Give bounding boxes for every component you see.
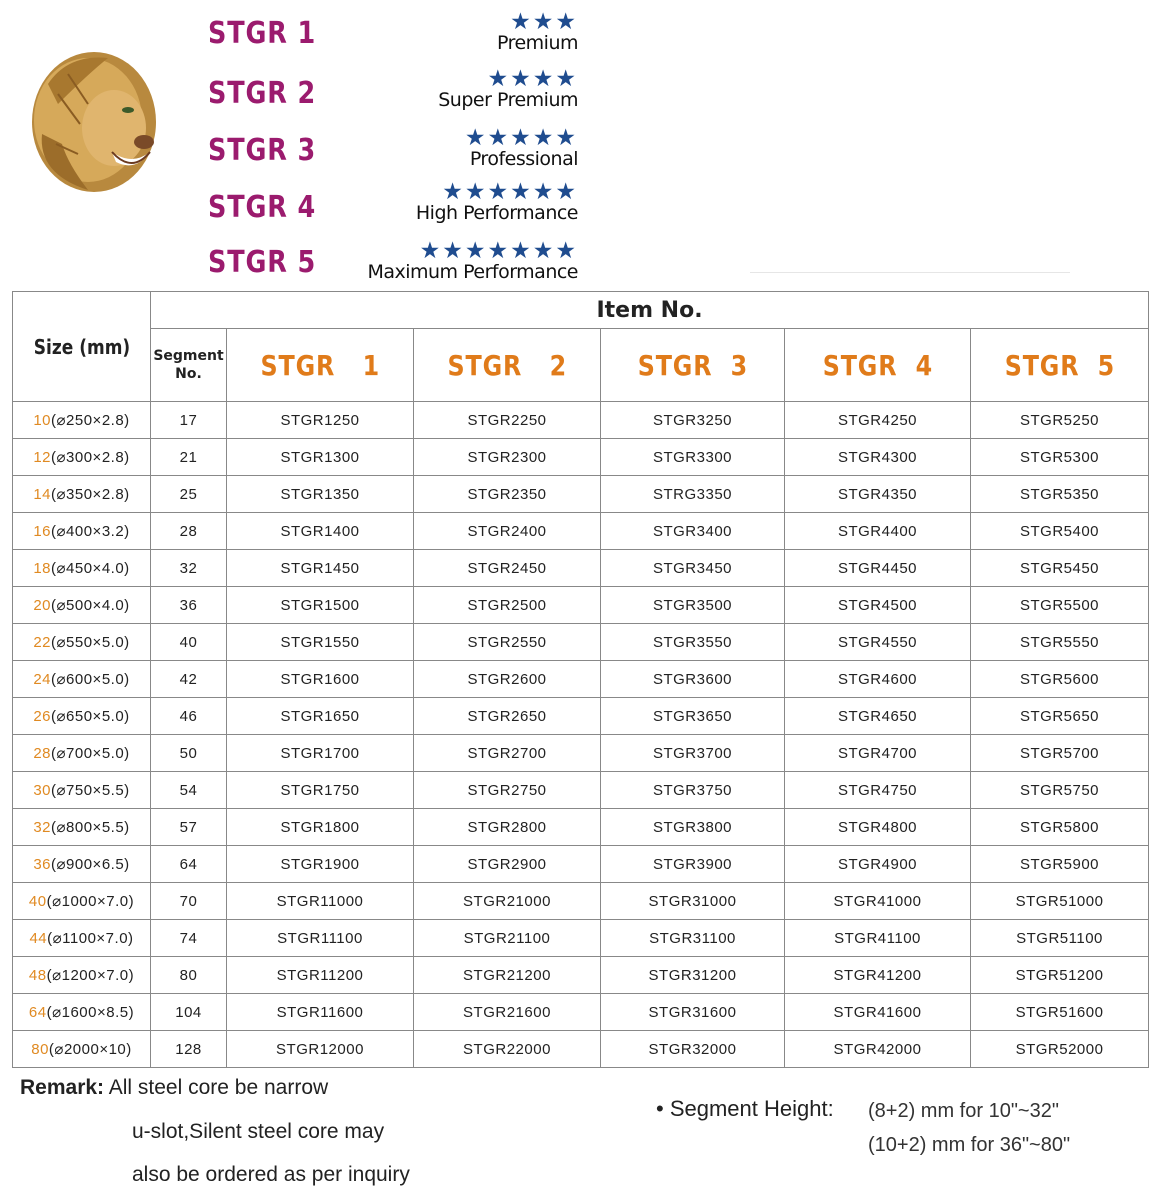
- grade-code-3: STGR 3: [208, 133, 317, 168]
- remark-label: Remark:: [20, 1076, 105, 1099]
- size-dimension: (⌀700×5.0): [51, 745, 130, 762]
- size-cell: [13, 402, 151, 439]
- item-no-cell: STGR3750: [601, 772, 785, 809]
- item-no-cell: STGR4800: [785, 809, 971, 846]
- grade-rating-4: [416, 180, 578, 224]
- size-cell: [13, 846, 151, 883]
- item-no-cell: STGR3650: [601, 698, 785, 735]
- size-dimension: (⌀450×4.0): [51, 560, 130, 577]
- size-dimension: (⌀250×2.8): [51, 412, 130, 429]
- item-no-cell: STGR1800: [227, 809, 414, 846]
- size-dimension: (⌀1100×7.0): [47, 930, 134, 947]
- item-no-cell: STGR21100: [414, 920, 601, 957]
- grade-header-5: [971, 329, 1149, 402]
- item-no-cell: STGR4750: [785, 772, 971, 809]
- lion-head-icon: [28, 44, 168, 194]
- item-no-header: Item No.: [151, 292, 1149, 329]
- item-no-cell: STGR3550: [601, 624, 785, 661]
- item-no-cell: STGR4450: [785, 550, 971, 587]
- size-dimension: (⌀1600×8.5): [46, 1004, 135, 1021]
- divider: [750, 272, 1070, 273]
- grade-label-1: Premium: [496, 32, 578, 54]
- table-row: [13, 476, 1149, 513]
- size-inch: 48: [28, 967, 47, 984]
- size-cell: [13, 772, 151, 809]
- size-inch: 18: [33, 560, 51, 577]
- size-inch: 16: [33, 523, 51, 540]
- item-no-cell: STGR4650: [785, 698, 971, 735]
- table-row: [13, 698, 1149, 735]
- grade-header-4: [785, 329, 971, 402]
- size-inch: 44: [29, 930, 48, 947]
- item-no-cell: STGR32000: [601, 1031, 785, 1068]
- item-no-cell: STGR2250: [414, 402, 601, 439]
- size-dimension: (⌀800×5.5): [51, 819, 130, 836]
- size-cell: [13, 994, 151, 1031]
- size-inch: 14: [33, 486, 51, 503]
- size-dimension: (⌀400×3.2): [51, 523, 130, 540]
- item-no-cell: STGR21000: [414, 883, 601, 920]
- segment-count: 21: [151, 439, 227, 476]
- item-no-cell: STGR1900: [227, 846, 414, 883]
- remark-line-3: also be ordered as per inquiry: [132, 1163, 410, 1186]
- item-no-cell: STGR4400: [785, 513, 971, 550]
- item-no-cell: STGR2450: [414, 550, 601, 587]
- item-no-cell: STGR2700: [414, 735, 601, 772]
- size-inch: 28: [33, 745, 51, 762]
- item-no-cell: STGR21200: [414, 957, 601, 994]
- grade-rating-3: [465, 126, 578, 170]
- size-cell: [13, 661, 151, 698]
- item-no-cell: STGR51100: [971, 920, 1149, 957]
- segment-height: [656, 1096, 834, 1122]
- item-no-cell: STGR1450: [227, 550, 414, 587]
- item-no-cell: STGR5800: [971, 809, 1149, 846]
- table-row: [13, 920, 1149, 957]
- item-no-cell: STGR1650: [227, 698, 414, 735]
- size-inch: 10: [33, 412, 51, 429]
- item-no-cell: STGR5600: [971, 661, 1149, 698]
- size-inch: 32: [33, 819, 51, 836]
- segment-count: 17: [151, 402, 227, 439]
- size-cell: [13, 439, 151, 476]
- item-no-cell: STGR2650: [414, 698, 601, 735]
- segment-count: 104: [151, 994, 227, 1031]
- item-no-cell: STGR1600: [227, 661, 414, 698]
- star-rating-icon: ★★★★: [487, 65, 578, 91]
- item-no-cell: STGR2800: [414, 809, 601, 846]
- grade-header-4-text: STGR 4: [822, 348, 933, 382]
- remark-line-2: u-slot,Silent steel core may: [132, 1120, 385, 1143]
- size-cell: [13, 809, 151, 846]
- segment-count: 50: [151, 735, 227, 772]
- star-rating-icon: ★★★★★: [464, 124, 578, 150]
- size-inch: 22: [33, 634, 51, 651]
- item-no-cell: STGR5900: [971, 846, 1149, 883]
- size-cell: [13, 957, 151, 994]
- segment-header-line1: Segment: [153, 348, 224, 364]
- size-inch: 24: [33, 671, 51, 688]
- item-no-cell: STGR5500: [971, 587, 1149, 624]
- item-no-cell: STGR4700: [785, 735, 971, 772]
- size-dimension: (⌀750×5.5): [51, 782, 130, 799]
- table-row: [13, 772, 1149, 809]
- item-no-cell: STGR51000: [971, 883, 1149, 920]
- grade-header-5-text: STGR 5: [1004, 348, 1115, 382]
- item-no-cell: STGR52000: [971, 1031, 1149, 1068]
- grade-rating-5: [367, 239, 578, 283]
- table-row: [13, 587, 1149, 624]
- item-no-cell: STGR4500: [785, 587, 971, 624]
- item-no-cell: STGR5650: [971, 698, 1149, 735]
- item-no-cell: STGR31000: [601, 883, 785, 920]
- item-no-cell: STGR31200: [601, 957, 785, 994]
- item-no-cell: STGR1400: [227, 513, 414, 550]
- item-no-cell: STGR5550: [971, 624, 1149, 661]
- item-no-cell: STGR1300: [227, 439, 414, 476]
- grade-label-5: Maximum Performance: [367, 261, 578, 283]
- size-dimension: (⌀650×5.0): [51, 708, 130, 725]
- grade-header-2-text: STGR 2: [447, 348, 567, 382]
- item-no-cell: STGR2550: [414, 624, 601, 661]
- segment-count: 40: [151, 624, 227, 661]
- item-no-cell: STGR12000: [227, 1031, 414, 1068]
- size-inch: 20: [33, 597, 51, 614]
- item-no-cell: STGR4350: [785, 476, 971, 513]
- segment-count: 57: [151, 809, 227, 846]
- segment-header-line2: No.: [175, 366, 202, 382]
- item-no-cell: STGR11100: [227, 920, 414, 957]
- size-dimension: (⌀350×2.8): [51, 486, 130, 503]
- size-cell: [13, 587, 151, 624]
- item-no-cell: STGR41000: [785, 883, 971, 920]
- item-no-cell: STGR51600: [971, 994, 1149, 1031]
- grade-code-1: STGR 1: [208, 16, 317, 51]
- table-row: [13, 439, 1149, 476]
- item-no-cell: STGR1550: [227, 624, 414, 661]
- size-dimension: (⌀900×6.5): [51, 856, 130, 873]
- star-rating-icon: ★★★: [510, 8, 578, 34]
- size-inch: 36: [33, 856, 51, 873]
- grade-code-5: STGR 5: [208, 245, 317, 280]
- grade-header-1-text: STGR 1: [260, 348, 380, 382]
- item-no-cell: STGR4600: [785, 661, 971, 698]
- item-no-cell: STGR3250: [601, 402, 785, 439]
- segment-height-value-1: (8+2) mm for 10"~32": [868, 1100, 1059, 1122]
- item-no-cell: STGR3500: [601, 587, 785, 624]
- table-row: [13, 846, 1149, 883]
- size-inch: 30: [33, 782, 51, 799]
- spec-table: [12, 291, 1149, 1068]
- table-row: [13, 661, 1149, 698]
- item-no-cell: STGR2300: [414, 439, 601, 476]
- item-no-cell: STGR4250: [785, 402, 971, 439]
- item-no-cell: STGR4300: [785, 439, 971, 476]
- segment-header: [151, 329, 227, 402]
- grade-code-2: STGR 2: [208, 76, 317, 111]
- table-row: [13, 994, 1149, 1031]
- item-no-cell: STGR5400: [971, 513, 1149, 550]
- star-rating-icon: ★★★★★★: [442, 178, 578, 204]
- remark-line-1: All steel core be narrow: [108, 1076, 329, 1099]
- size-inch: 64: [28, 1004, 47, 1021]
- size-inch: 12: [33, 449, 51, 466]
- item-no-cell: STGR3450: [601, 550, 785, 587]
- item-no-cell: STGR1350: [227, 476, 414, 513]
- size-dimension: (⌀600×5.0): [51, 671, 130, 688]
- size-dimension: (⌀1200×7.0): [46, 967, 135, 984]
- size-cell: [13, 550, 151, 587]
- size-inch: 80: [31, 1041, 49, 1058]
- segment-count: 64: [151, 846, 227, 883]
- table-row: [13, 513, 1149, 550]
- grade-label-2: Super Premium: [438, 89, 578, 111]
- remark: [20, 1076, 328, 1100]
- item-no-cell: STGR5300: [971, 439, 1149, 476]
- item-no-cell: STGR2750: [414, 772, 601, 809]
- item-no-cell: STGR3900: [601, 846, 785, 883]
- item-no-cell: STGR5700: [971, 735, 1149, 772]
- item-no-cell: STGR5350: [971, 476, 1149, 513]
- size-cell: [13, 1031, 151, 1068]
- item-no-cell: STGR42000: [785, 1031, 971, 1068]
- item-no-cell: STGR4900: [785, 846, 971, 883]
- item-no-cell: STGR31600: [601, 994, 785, 1031]
- table-row: [13, 1031, 1149, 1068]
- segment-count: 28: [151, 513, 227, 550]
- grade-header-2: [414, 329, 601, 402]
- segment-count: 80: [151, 957, 227, 994]
- spec-table-body: [13, 402, 1149, 1068]
- size-inch: 26: [33, 708, 51, 725]
- item-no-cell: STGR31100: [601, 920, 785, 957]
- segment-count: 74: [151, 920, 227, 957]
- size-dimension: (⌀500×4.0): [51, 597, 130, 614]
- item-no-cell: STGR11600: [227, 994, 414, 1031]
- item-no-cell: STGR1250: [227, 402, 414, 439]
- grade-rating-1: [497, 10, 578, 54]
- item-no-cell: STGR1500: [227, 587, 414, 624]
- segment-height-value-2: (10+2) mm for 36"~80": [868, 1134, 1071, 1156]
- item-no-cell: STGR4550: [785, 624, 971, 661]
- grade-header-3-text: STGR 3: [637, 348, 748, 382]
- item-no-cell: STGR2350: [414, 476, 601, 513]
- item-no-cell: STGR2500: [414, 587, 601, 624]
- item-no-cell: STGR11200: [227, 957, 414, 994]
- size-cell: [13, 698, 151, 735]
- table-row: [13, 735, 1149, 772]
- item-no-cell: STGR41600: [785, 994, 971, 1031]
- item-no-cell: STGR22000: [414, 1031, 601, 1068]
- item-no-cell: STGR3600: [601, 661, 785, 698]
- segment-height-label: Segment Height:: [669, 1096, 834, 1121]
- grade-header-1: [227, 329, 414, 402]
- item-no-cell: STGR3300: [601, 439, 785, 476]
- size-cell: [13, 476, 151, 513]
- segment-count: 54: [151, 772, 227, 809]
- segment-count: 36: [151, 587, 227, 624]
- item-no-cell: STGR41200: [785, 957, 971, 994]
- item-no-cell: STGR2400: [414, 513, 601, 550]
- segment-count: 128: [151, 1031, 227, 1068]
- item-no-cell: STGR11000: [227, 883, 414, 920]
- segment-count: 42: [151, 661, 227, 698]
- item-no-cell: STGR3800: [601, 809, 785, 846]
- grade-label-3: Professional: [469, 148, 578, 170]
- item-no-cell: STGR5250: [971, 402, 1149, 439]
- size-dimension: (⌀300×2.8): [51, 449, 130, 466]
- grade-label-4: High Performance: [415, 202, 578, 224]
- table-row: [13, 624, 1149, 661]
- size-cell: [13, 883, 151, 920]
- item-no-cell: STGR5750: [971, 772, 1149, 809]
- item-no-cell: STGR1700: [227, 735, 414, 772]
- table-row: [13, 809, 1149, 846]
- size-cell: [13, 624, 151, 661]
- size-dimension: (⌀1000×7.0): [46, 893, 135, 910]
- segment-count: 70: [151, 883, 227, 920]
- size-dimension: (⌀2000×10): [48, 1041, 132, 1058]
- item-no-cell: STRG3350: [601, 476, 785, 513]
- size-header: Size (mm): [23, 292, 140, 402]
- bullet-icon: •: [656, 1096, 664, 1121]
- size-cell: [13, 513, 151, 550]
- size-dimension: (⌀550×5.0): [51, 634, 130, 651]
- item-no-cell: STGR3700: [601, 735, 785, 772]
- table-row: [13, 957, 1149, 994]
- size-cell: [13, 920, 151, 957]
- segment-count: 32: [151, 550, 227, 587]
- size-cell: [13, 735, 151, 772]
- item-no-cell: STGR2600: [414, 661, 601, 698]
- item-no-cell: STGR5450: [971, 550, 1149, 587]
- size-inch: 40: [28, 893, 47, 910]
- grade-header-3: [601, 329, 785, 402]
- table-row: [13, 883, 1149, 920]
- item-no-cell: STGR51200: [971, 957, 1149, 994]
- item-no-cell: STGR2900: [414, 846, 601, 883]
- item-no-cell: STGR3400: [601, 513, 785, 550]
- grade-code-4: STGR 4: [208, 190, 317, 225]
- grade-rating-2: [438, 67, 578, 111]
- segment-count: 25: [151, 476, 227, 513]
- item-no-cell: STGR1750: [227, 772, 414, 809]
- star-rating-icon: ★★★★★★★: [419, 237, 578, 263]
- table-row: [13, 402, 1149, 439]
- item-no-cell: STGR21600: [414, 994, 601, 1031]
- item-no-cell: STGR41100: [785, 920, 971, 957]
- segment-count: 46: [151, 698, 227, 735]
- table-row: [13, 550, 1149, 587]
